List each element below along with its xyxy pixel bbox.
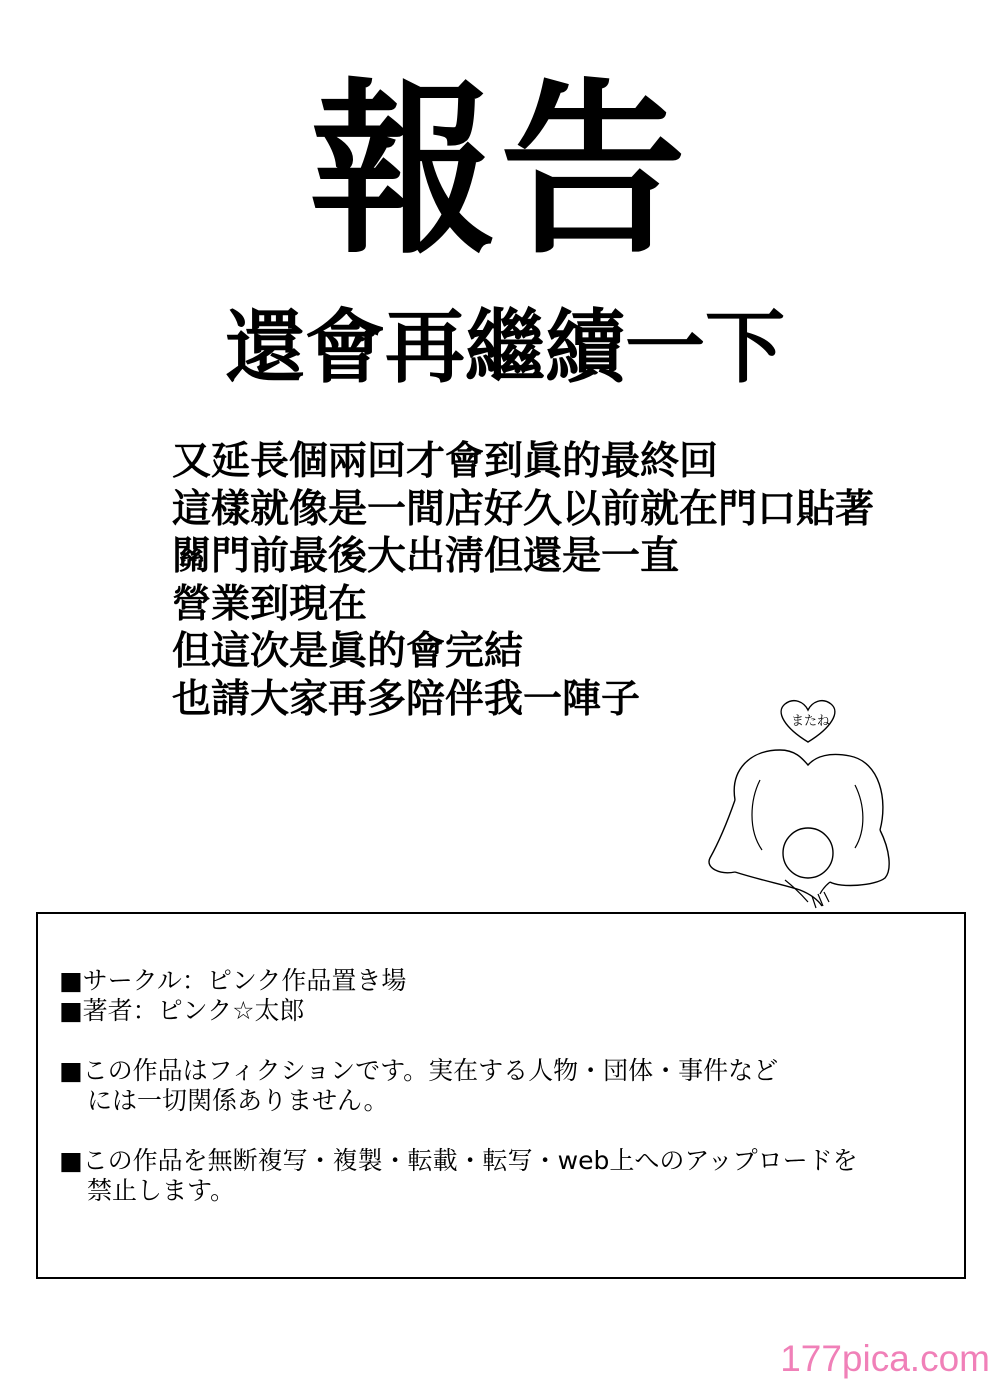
announcement-line: 營業到現在 (172, 581, 368, 627)
copyright-notice-line: ■この作品を無断複写・複製・転載・転写・web上へのアップロードを (59, 1146, 858, 1175)
announcement-line: 關門前最後大出淸但還是一直 (172, 534, 680, 579)
circle-line: ■サークル：ピンク作品置き場 (59, 966, 407, 995)
announcement-line: 也請大家再多陪伴我一陣子 (172, 676, 641, 722)
author-line: ■著者：ピンク☆太郎 (59, 996, 305, 1025)
page-title: 報告 (309, 62, 690, 279)
copyright-notice-line: 禁止します。 (87, 1176, 236, 1205)
fiction-notice-line: には一切関係ありません。 (87, 1086, 389, 1115)
page-subtitle: 還會再繼續一下 (225, 301, 785, 394)
resting-figure-illustration (690, 690, 920, 915)
announcement-line: 又延長個兩回才會到眞的最終回 (172, 439, 719, 484)
watermark: 177pica.com (780, 1338, 990, 1379)
heart-label: またね (791, 714, 831, 729)
fiction-notice-line: ■この作品はフィクションです。実在する人物・団体・事件など (59, 1056, 779, 1085)
info-text (59, 966, 959, 1206)
announcement-text (172, 438, 972, 723)
announcement-line: 這樣就像是一間店好久以前就在門口貼著 (172, 486, 875, 532)
announcement-line: 但這次是眞的會完結 (172, 629, 524, 674)
